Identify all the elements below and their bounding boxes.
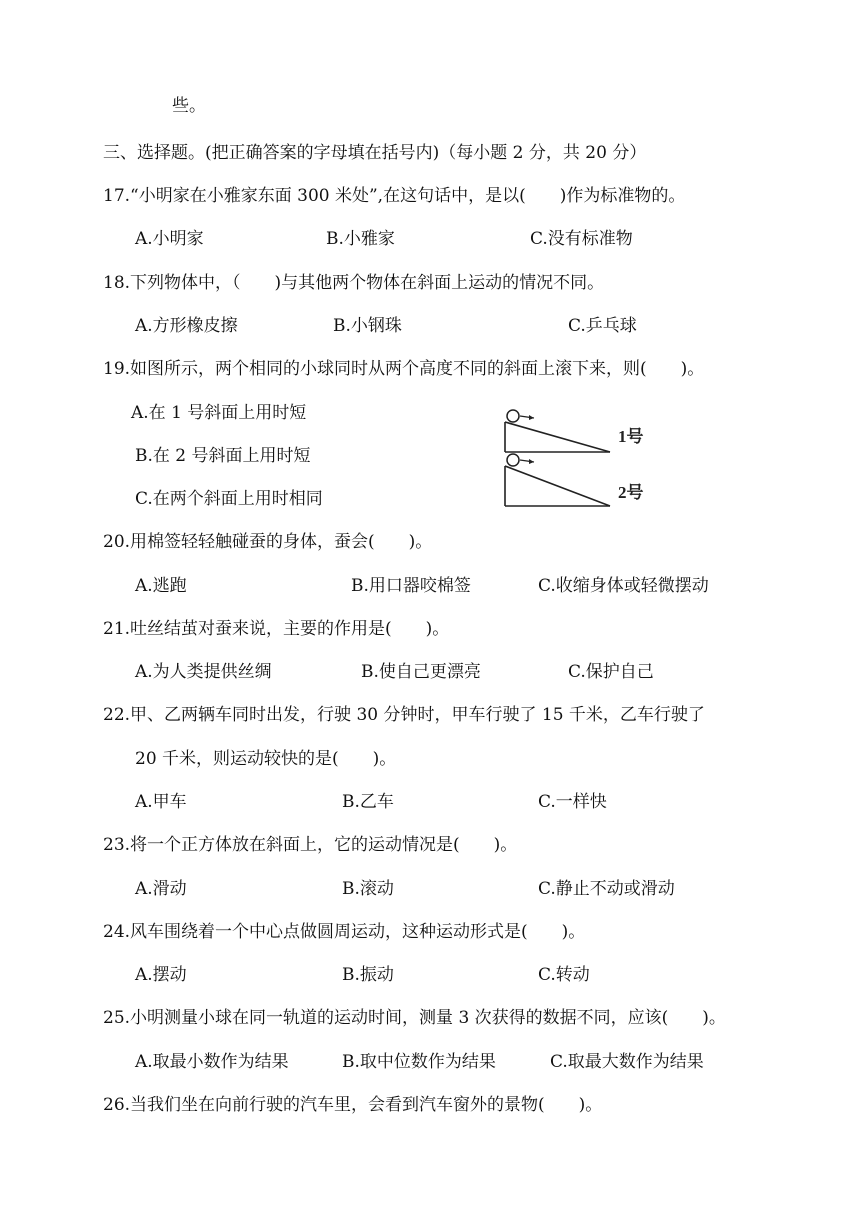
question-24-option-c: C.转动	[538, 965, 590, 985]
ball-2	[507, 454, 519, 466]
question-23-option-b: B.滚动	[342, 879, 394, 899]
question-18-stem: 18.下列物体中，（ )与其他两个物体在斜面上运动的情况不同。	[103, 273, 605, 293]
question-22-option-c: C.一样快	[538, 792, 607, 812]
question-17-stem: 17.“小明家在小雅家东面 300 米处”,在这句话中，是以( )作为标准物的。	[103, 186, 686, 206]
question-23-option-c: C.静止不动或滑动	[538, 879, 675, 899]
question-23-stem: 23.将一个正方体放在斜面上，它的运动情况是( )。	[103, 835, 518, 855]
question-17-option-c: C.没有标准物	[530, 229, 633, 249]
question-18-option-b: B.小钢珠	[333, 316, 402, 336]
slope-1	[505, 410, 610, 452]
question-17-option-b: B.小雅家	[326, 229, 395, 249]
question-24-option-b: B.振动	[342, 965, 394, 985]
slope-label-1: 1号	[618, 427, 644, 446]
question-19-option-c: C.在两个斜面上用时相同	[135, 489, 323, 509]
slope-figure	[500, 402, 660, 510]
slope-2	[505, 454, 610, 506]
question-23-option-a: A.滑动	[135, 879, 187, 899]
question-20-option-a: A.逃跑	[135, 576, 187, 596]
slope-label-2: 2号	[618, 483, 644, 502]
question-25-option-b: B.取中位数作为结果	[342, 1052, 496, 1072]
question-19-option-a: A.在 1 号斜面上用时短	[131, 403, 307, 423]
question-25-option-a: A.取最小数作为结果	[135, 1052, 289, 1072]
question-25-option-c: C.取最大数作为结果	[550, 1052, 704, 1072]
question-21-option-c: C.保护自己	[568, 662, 654, 682]
question-19-stem: 19.如图所示，两个相同的小球同时从两个高度不同的斜面上滚下来，则( )。	[103, 359, 705, 379]
question-24-stem: 24.风车围绕着一个中心点做圆周运动，这种运动形式是( )。	[103, 922, 586, 942]
question-21-stem: 21.吐丝结茧对蚕来说，主要的作用是( )。	[103, 619, 450, 639]
question-20-option-c: C.收缩身体或轻微摆动	[538, 576, 709, 596]
ball-1	[507, 410, 519, 422]
question-22-option-b: B.乙车	[342, 792, 394, 812]
top-fragment: 些。	[172, 96, 206, 116]
question-24-option-a: A.摆动	[135, 965, 187, 985]
question-22-stem-continued: 20 千米，则运动较快的是( )。	[135, 749, 397, 769]
question-17-option-a: A.小明家	[135, 229, 204, 249]
question-18-option-c: C.乒乓球	[568, 316, 637, 336]
question-18-option-a: A.方形橡皮擦	[135, 316, 238, 336]
question-20-option-b: B.用口器咬棉签	[351, 576, 471, 596]
question-25-stem: 25.小明测量小球在同一轨道的运动时间，测量 3 次获得的数据不同，应该( )。	[103, 1008, 726, 1028]
question-21-option-b: B.使自己更漂亮	[361, 662, 481, 682]
question-26-stem: 26.当我们坐在向前行驶的汽车里，会看到汽车窗外的景物( )。	[103, 1095, 603, 1115]
question-22-option-a: A.甲车	[135, 792, 187, 812]
question-19-option-b: B.在 2 号斜面上用时短	[135, 446, 311, 466]
section-title: 三、选择题。(把正确答案的字母填在括号内)（每小题 2 分，共 20 分）	[103, 143, 647, 163]
question-20-stem: 20.用棉签轻轻触碰蚕的身体，蚕会( )。	[103, 532, 433, 552]
question-21-option-a: A.为人类提供丝绸	[135, 662, 272, 682]
question-22-stem: 22.甲、乙两辆车同时出发，行驶 30 分钟时，甲车行驶了 15 千米，乙车行驶了	[103, 705, 705, 725]
